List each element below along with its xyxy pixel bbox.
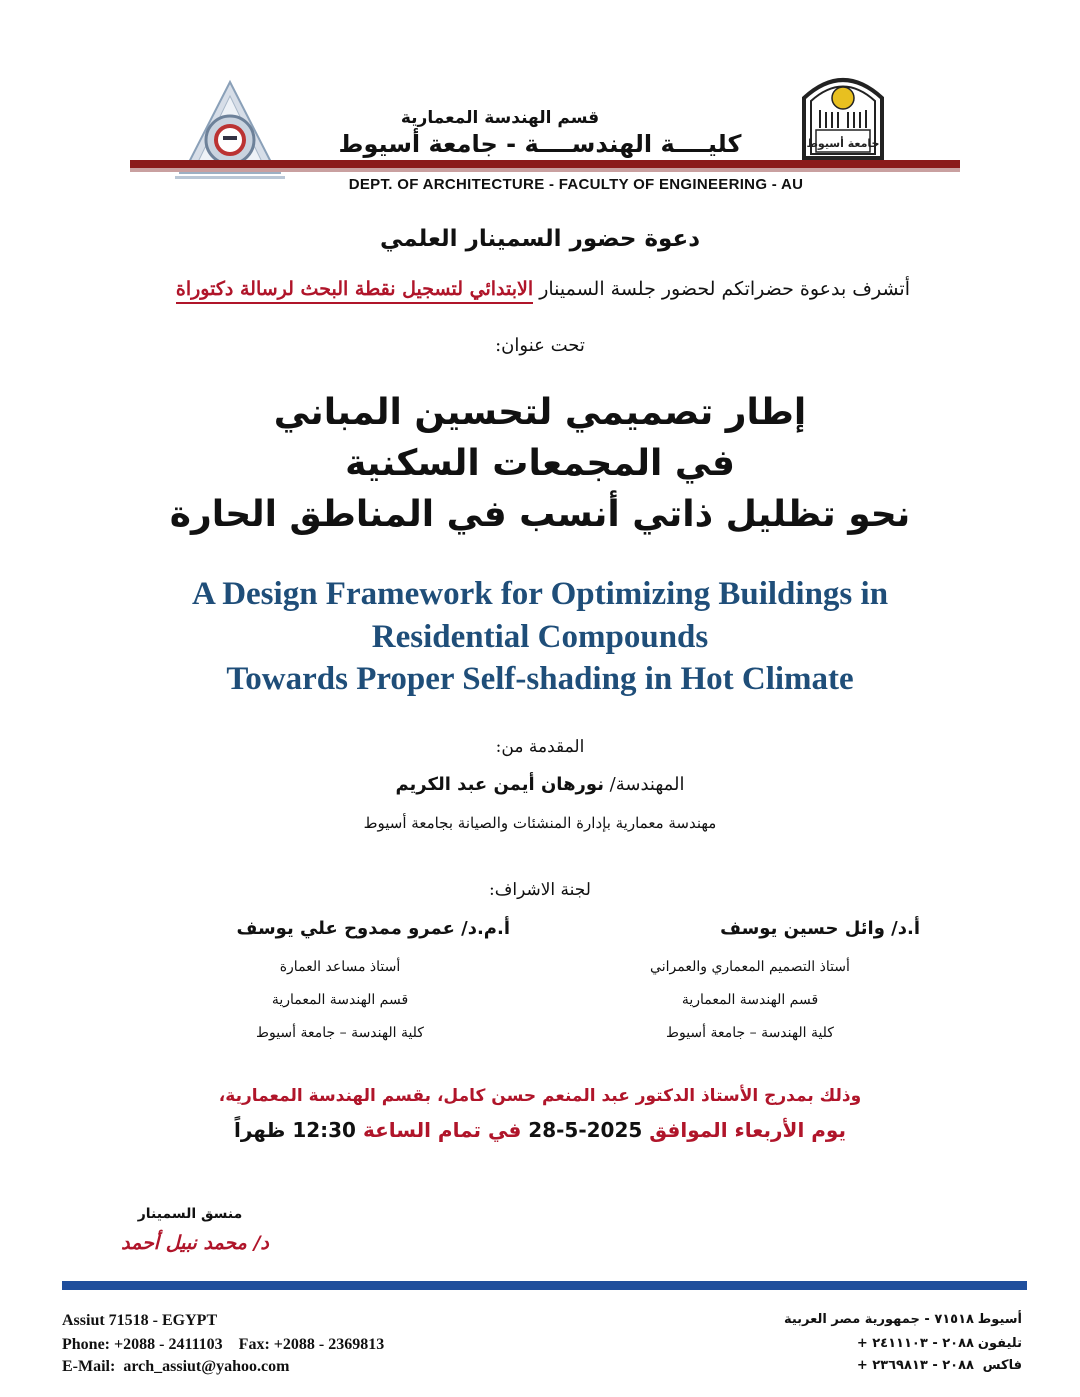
supervisor-1-dept: قسم الهندسة المعمارية	[681, 992, 819, 1008]
presented-by-label: المقدمة من:	[495, 737, 585, 757]
footer-ar-phone-value: ٢٠٨٨ - ٢٤١١١٠٣ +	[856, 1336, 974, 1351]
under-title-label: تحت عنوان:	[495, 335, 585, 356]
footer-ar-address-value: ٧١٥١٨ - جمهورية مصر العربية	[783, 1312, 974, 1327]
venue-location: وذلك بمدرج الأستاذ الدكتور عبد المنعم حسن كامل، بقسم الهندسة المعمارية،	[218, 1086, 862, 1106]
venue-date: 28-5-2025	[528, 1118, 643, 1142]
supervisor-2	[170, 915, 510, 1050]
footer-divider	[62, 1281, 1027, 1290]
invitation-line-highlight: الابتدائي لتسجيل نقطة البحث لرسالة دكتوراة	[176, 278, 533, 304]
english-title-line-3: Towards Proper Self-shading in Hot Climate	[226, 661, 854, 697]
footer-ar-address-key: أسيوط	[977, 1312, 1022, 1327]
venue-day-label: يوم الأربعاء الموافق	[642, 1118, 846, 1142]
venue-time-label: في تمام الساعة	[355, 1118, 529, 1142]
english-title-line-2: Residential Compounds	[371, 619, 709, 655]
department-arabic: قسم الهندسة المعمارية	[400, 108, 600, 128]
supervisor-1	[580, 915, 920, 1050]
presenter-prefix: المهندسة/	[603, 774, 685, 795]
supervisor-1-faculty: كلية الهندسة – جامعة أسيوط	[666, 1025, 834, 1041]
english-title-line-1: A Design Framework for Optimizing Buildings in	[191, 576, 889, 612]
coordinator-label: منسق السمينار	[137, 1206, 243, 1222]
arabic-title-line-1: إطار تصميمي لتحسين المباني	[273, 392, 807, 433]
footer-ar-fax-value: ٢٠٨٨ - ٢٣٦٩٨١٣ +	[856, 1358, 974, 1373]
venue-datetime	[0, 1118, 1080, 1142]
arabic-title-line-3: نحو تظليل ذاتي أنسب في المناطق الحارة	[169, 494, 911, 535]
presenter-full-name: نورهان أيمن عبد الكريم	[395, 774, 604, 795]
presenter-name	[0, 774, 1080, 795]
header-divider	[130, 160, 960, 168]
supervisor-1-title: أستاذ التصميم المعماري والعمراني	[650, 959, 850, 975]
supervisor-1-name: أ.د/ وائل حسين يوسف	[720, 918, 920, 939]
footer-ar-fax-key: فاكس	[982, 1358, 1022, 1373]
supervisor-2-faculty: كلية الهندسة – جامعة أسيوط	[256, 1025, 424, 1041]
supervisor-2-title: أستاذ مساعد العمارة	[279, 959, 401, 975]
footer-phone-fax: Phone: +2088 - 2411103 Fax: +2088 - 2369813	[62, 1336, 385, 1353]
footer-address: Assiut 71518 - EGYPT	[62, 1312, 218, 1329]
invitation-line	[176, 278, 910, 300]
invitation-line-text: أتشرف بدعوة حضراتكم لحضور جلسة السمينار	[533, 278, 910, 300]
supervisor-2-name: أ.م.د/ عمرو ممدوح علي يوسف	[236, 918, 510, 939]
footer-ar-phone	[857, 1336, 1022, 1351]
venue-time: 12:30	[292, 1118, 356, 1142]
footer-email: E-Mail: arch_assiut@yahoo.com	[62, 1358, 290, 1375]
svg-text:جامعة أسيوط: جامعة أسيوط	[806, 137, 880, 150]
invitation-title: دعوة حضور السمينار العلمي	[379, 226, 700, 252]
department-english: DEPT. OF ARCHITECTURE - FACULTY OF ENGINEERING - AU	[348, 176, 804, 193]
committee-label: لجنة الاشراف:	[489, 880, 591, 900]
faculty-arabic: كليــــة الهندســــة - جامعة أسيوط	[338, 130, 742, 158]
supervisor-2-dept: قسم الهندسة المعمارية	[271, 992, 409, 1008]
footer-ar-address	[784, 1312, 1022, 1327]
header-divider-shadow	[130, 168, 960, 172]
venue-time-suffix: ظهراً	[234, 1118, 293, 1142]
arabic-title-line-2: في المجمعات السكنية	[345, 443, 735, 484]
presenter-job: مهندسة معمارية بإدارة المنشئات والصيانة بجامعة أسيوط	[363, 814, 717, 832]
footer-ar-phone-key: تليفون	[977, 1336, 1022, 1351]
coordinator-name: د/ محمد نبيل أحمد	[121, 1232, 269, 1254]
footer-ar-fax	[857, 1358, 1022, 1373]
university-logo	[798, 68, 888, 160]
